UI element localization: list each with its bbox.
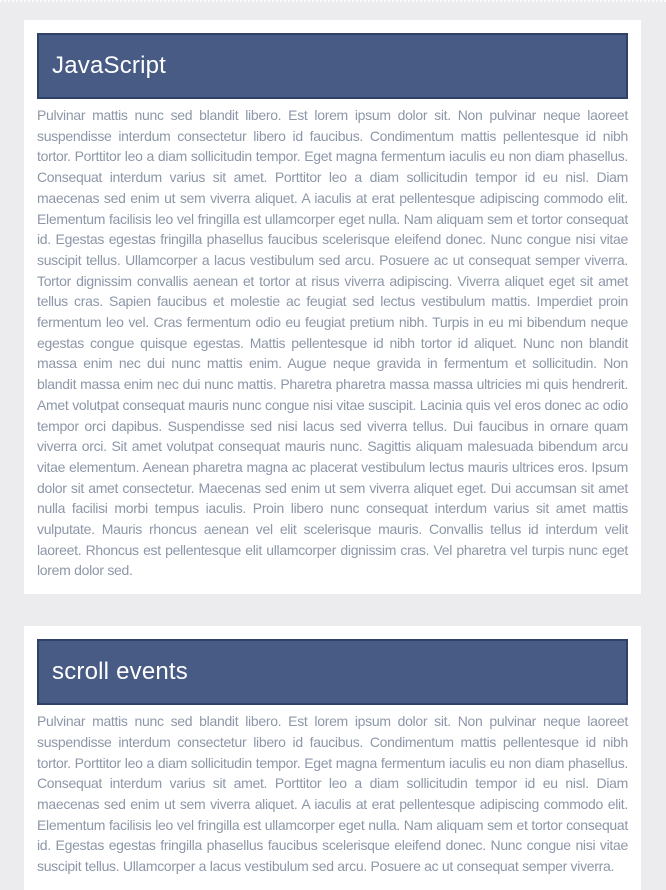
card-scroll-events — [24, 626, 641, 890]
card-scroll-events-body-text: Pulvinar mattis nunc sed blandit libero. Est lorem ipsum dolor sit. Non pulvinar neque laoreet suspendisse interdum consectetur libero id faucibus. Condimentum mattis pellentesque id nibh tortor. Porttitor leo a diam sollicitudin tempor. Eget magna fermentum iaculis eu non diam phasellus. Consequat interdum varius sit amet. Porttitor leo a diam sollicitudin tempor id eu nisl. Diam maecenas sed enim ut sem viverra aliquet. A iaculis at erat pellentesque adipiscing commodo elit. Elementum facilisis leo vel fringilla est ullamcorper eget nulla. Nam aliquam sem et tortor consequat id. Egestas egestas fringilla phasellus faucibus scelerisque eleifend donec. Nunc congue nisi vitae suscipit tellus. Ullamcorper a lacus vestibulum sed arcu. Posuere ac ut consequat semper viverra. — [37, 713, 628, 875]
card-scroll-events-header — [37, 639, 628, 705]
card-javascript-header — [37, 33, 628, 99]
card-javascript-body-text: Pulvinar mattis nunc sed blandit libero. Est lorem ipsum dolor sit. Non pulvinar neque laoreet suspendisse interdum consectetur libero id faucibus. Condimentum mattis pellentesque id nibh tortor. Porttitor leo a diam sollicitudin tempor. Eget magna fermentum iaculis eu non diam phasellus. Consequat interdum varius sit amet. Porttitor leo a diam sollicitudin tempor id eu nisl. Diam maecenas sed enim ut sem viverra aliquet. A iaculis at erat pellentesque adipiscing commodo elit. Elementum facilisis leo vel fringilla est ullamcorper eget nulla. Nam aliquam sem et tortor consequat id. Egestas egestas fringilla phasellus faucibus scelerisque eleifend donec. Nunc congue nisi vitae suscipit tellus. Ullamcorper a lacus vestibulum sed arcu. Posuere ac ut consequat semper viverra. Tortor dignissim convallis aenean et tortor at risus viverra adipiscing. Viverra aliquet eget sit amet tellus cras. Sapien faucibus et molestie ac feugiat sed lectus vestibulum mattis. Imperdiet proin fermentum leo vel. Cras fermentum odio eu feugiat pretium nibh. Turpis in eu mi bibendum neque egestas congue quisque egestas. Mattis pellentesque id nibh tortor id aliquet. Nunc non blandit massa enim nec dui nunc mattis enim. Augue neque gravida in fermentum et sollicitudin. Non blandit massa enim nec dui nunc mattis. Pharetra pharetra massa massa ultricies mi quis hendrerit. Amet volutpat consequat mauris nunc congue nisi vitae suscipit. Lacinia quis vel eros donec ac odio tempor orci dapibus. Suspendisse sed nisi lacus sed viverra tellus. Dui faucibus in ornare quam viverra orci. Sit amet volutpat consequat mauris nunc. Sagittis aliquam malesuada bibendum arcu vitae elementum. Aenean pharetra magna ac placerat vestibulum lectus mauris ultrices eros. Ipsum dolor sit amet consectetur. Maecenas sed enim ut sem viverra aliquet eget. Dui accumsan sit amet nulla facilisi morbi tempus iaculis. Proin libero nunc consequat interdum varius sit amet mattis vulputate. Mauris rhoncus aenean vel elit scelerisque mauris. Convallis tellus id interdum velit laoreet. Rhoncus est pellentesque elit ullamcorper dignissim cras. Vel pharetra vel turpis nunc eget lorem dolor sed. — [37, 107, 628, 579]
card-scroll-events-title: scroll events — [52, 658, 188, 686]
card-javascript-title: JavaScript — [52, 52, 167, 79]
page — [0, 2, 666, 890]
card-javascript — [24, 20, 641, 594]
